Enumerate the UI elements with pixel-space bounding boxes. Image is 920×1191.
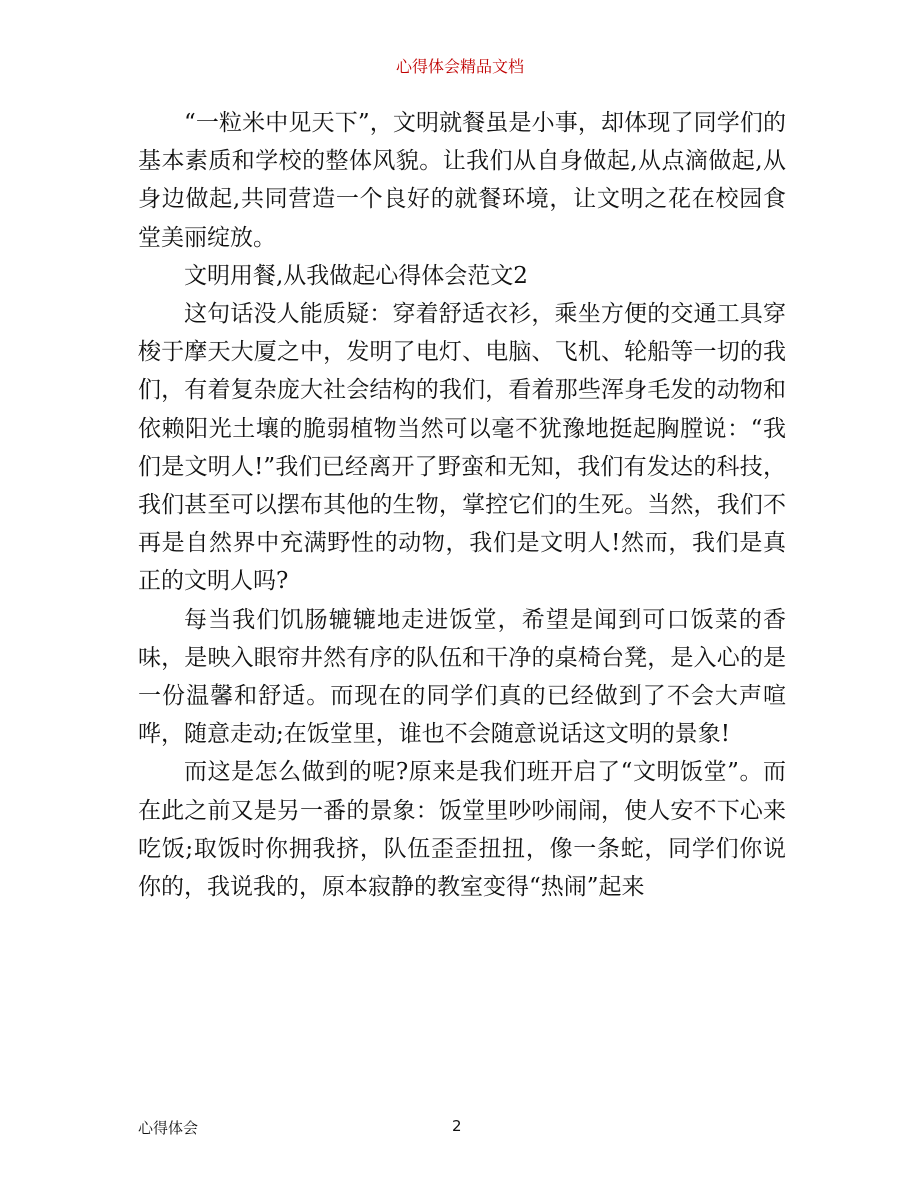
document-body xyxy=(138,104,786,906)
section-heading: 文明用餐,从我做起心得体会范文2 xyxy=(184,262,528,289)
footer-label: 心得体会 xyxy=(138,1119,199,1137)
paragraph-1: “一粒米中见天下”，文明就餐虽是小事，却体现了同学们的基本素质和学校的整体风貌。让我们从自身做起,从点滴做起,从身边做起,共同营造一个良好的就餐环境，让文明之花在校园食堂美丽绽放。 xyxy=(138,110,786,251)
paragraph-2: 这句话没人能质疑：穿着舒适衣衫，乘坐方便的交通工具穿梭于摩天大厦之中，发明了电灯、电脑、飞机、轮船等一切的我们，有着复杂庞大社会结构的我们，看着那些浑身毛发的动物和依赖阳光土壤的脆弱植物当然可以毫不犹豫地挺起胸膛说：“我们是文明人!”我们已经离开了野蛮和无知，我们有发达的科技，我们甚至可以摆布其他的生物，掌控它们的生死。当然，我们不再是自然界中充满野性的动物，我们是文明人!然而，我们是真正的文明人吗? xyxy=(138,301,786,595)
paragraph-4: 而这是怎么做到的呢?原来是我们班开启了“文明饭堂”。而在此之前又是另一番的景象：饭堂里吵吵闹闹，使人安不下心来吃饭;取饭时你拥我挤，队伍歪歪扭扭，像一条蛇，同学们你说你的，我说我的，原本寂静的教室变得“热闹”起来 xyxy=(138,759,786,901)
page-header-title: 心得体会精品文档 xyxy=(395,57,524,76)
paragraph-3: 每当我们饥肠辘辘地走进饭堂，希望是闻到可口饭菜的香味，是映入眼帘井然有序的队伍和干净的桌椅台凳，是入心的是一份温馨和舒适。而现在的同学们真的已经做到了不会大声喧哗，随意走动;在饭堂里，谁也不会随意说话这文明的景象! xyxy=(138,606,786,748)
page-number: 2 xyxy=(452,1117,462,1135)
